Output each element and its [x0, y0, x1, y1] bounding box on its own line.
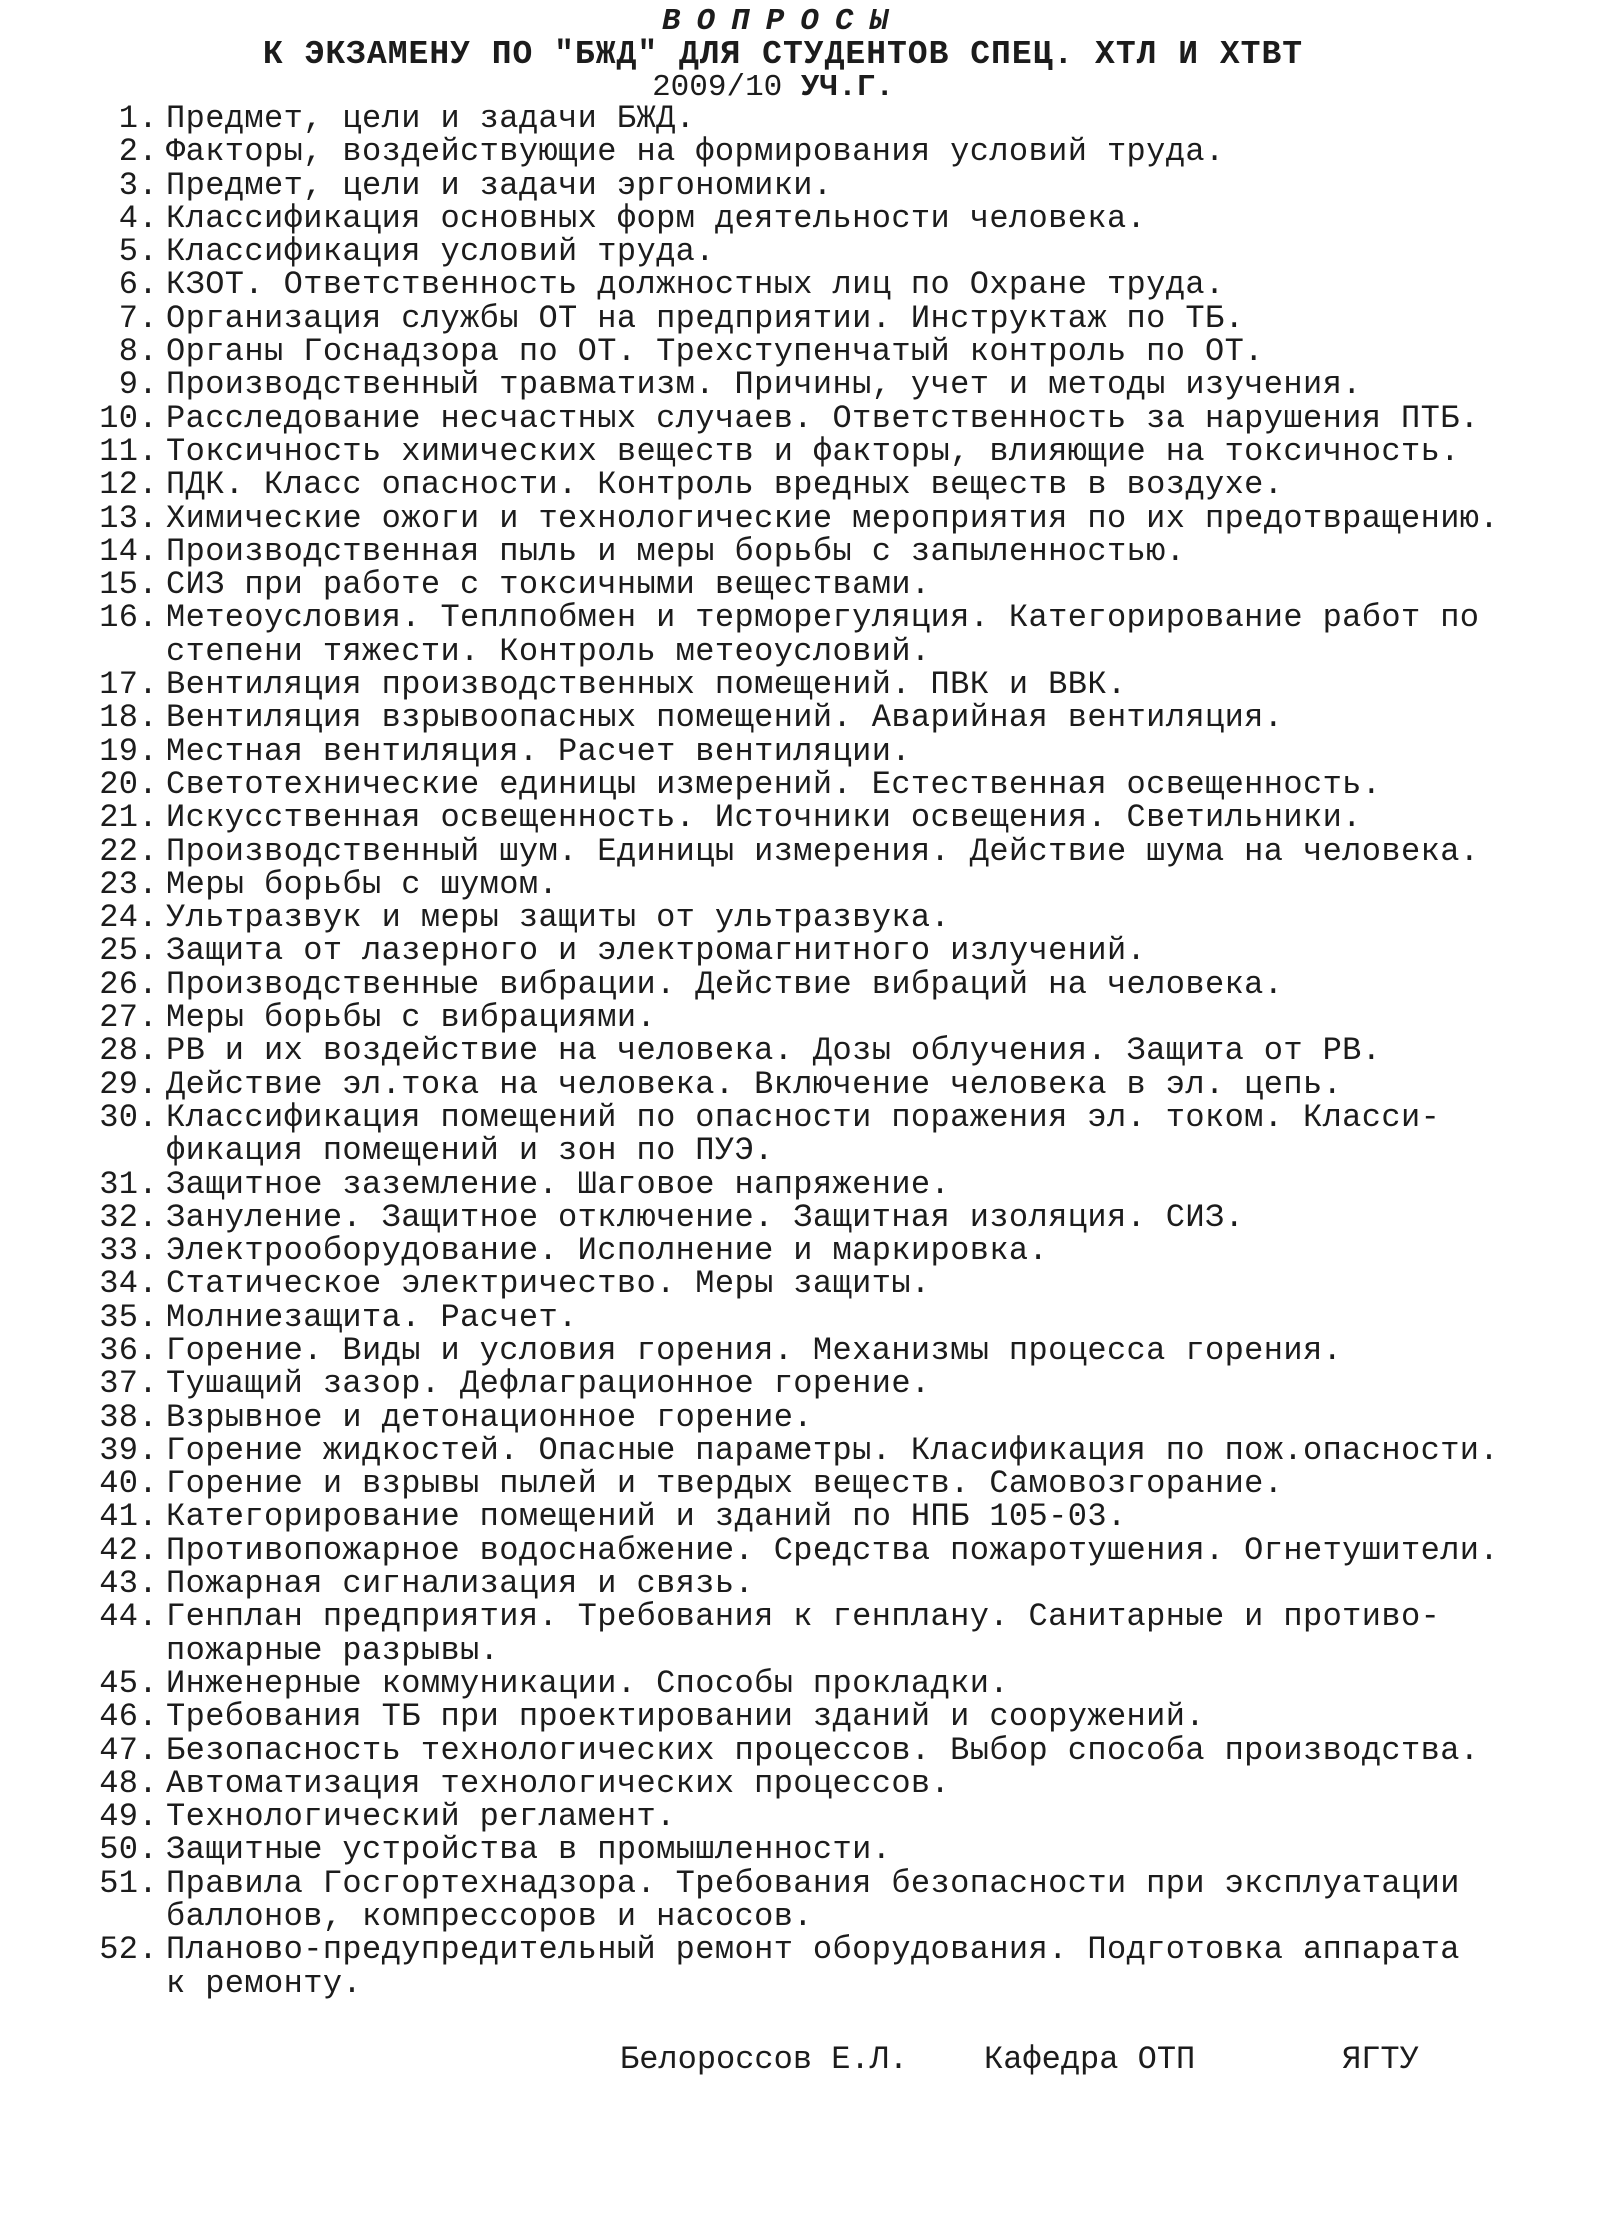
question-item: [0, 399, 1560, 437]
question-number: 14.: [99, 532, 158, 570]
question-number: 26.: [99, 965, 158, 1003]
question-text: Вентиляция взрывоопасных помещений. Аварийная вентиляция.: [166, 699, 1284, 737]
question-number: 47.: [99, 1731, 158, 1769]
question-text: Классификация условий труда.: [166, 233, 715, 271]
document-title: ВОПРОСЫ: [661, 4, 905, 39]
question-text: Противопожарное водоснабжение. Средства пожаротушения. Огнетушители.: [166, 1531, 1500, 1569]
question-number: 3.: [118, 166, 158, 204]
question-text: Безопасность технологических процессов. Выбор способа производства.: [166, 1731, 1480, 1769]
question-number: 11.: [99, 432, 158, 470]
document-footer: [620, 2042, 1560, 2222]
question-item: [0, 832, 1560, 870]
question-number: 36.: [99, 1331, 158, 1369]
question-number: 5.: [118, 233, 158, 271]
question-number: 18.: [99, 699, 158, 737]
question-text: Категорирование помещений и зданий по НПБ 105-03.: [166, 1498, 1127, 1536]
question-item: [0, 799, 1560, 837]
question-item: [0, 1764, 1560, 1802]
question-item: [0, 266, 1560, 304]
academic-year-value: 2009/10: [652, 70, 783, 105]
question-number: 52.: [99, 1931, 158, 1969]
question-number: 16.: [99, 599, 158, 637]
question-text: Горение. Виды и условия горения. Механизмы процесса горения.: [166, 1331, 1343, 1369]
question-number: 48.: [99, 1764, 158, 1802]
question-text: Светотехнические единицы измерений. Естественная освещенность.: [166, 765, 1382, 803]
question-number: 25.: [99, 932, 158, 970]
question-number: 33.: [99, 1232, 158, 1270]
question-item: [0, 566, 1560, 604]
question-text: КЗОТ. Ответственность должностных лиц по Охране труда.: [166, 266, 1225, 304]
question-item: [0, 102, 1560, 135]
question-text: Химические ожоги и технологические мероприятия по их предотвращению.: [166, 499, 1500, 537]
question-text: Местная вентиляция. Расчет вентиляции.: [166, 732, 911, 770]
question-number: 38.: [99, 1398, 158, 1436]
question-item: [0, 899, 1560, 937]
question-item: [0, 333, 1560, 371]
question-item: [0, 1398, 1560, 1436]
question-number: 43.: [99, 1565, 158, 1603]
question-text: Молниезащита. Расчет.: [166, 1298, 578, 1336]
question-item: [0, 233, 1560, 271]
question-number: 2.: [118, 133, 158, 171]
question-number: 23.: [99, 865, 158, 903]
university-name: ЯГТУ: [1342, 2041, 1419, 2078]
question-number: 4.: [118, 199, 158, 237]
question-item: [0, 1600, 1560, 1667]
question-number: 32.: [99, 1198, 158, 1236]
question-text: Ультразвук и меры защиты от ультразвука.: [166, 899, 951, 937]
author-name: Белороссов Е.Л.: [620, 2041, 909, 2078]
question-text: Предмет, цели и задачи эргономики.: [166, 166, 833, 204]
question-item: [0, 1265, 1560, 1303]
question-text: Защитное заземление. Шаговое напряжение.: [166, 1165, 951, 1203]
question-number: 35.: [99, 1298, 158, 1336]
question-number: 49.: [99, 1798, 158, 1836]
question-text: Меры борьбы с вибрациями.: [166, 999, 657, 1037]
question-item: [0, 999, 1560, 1037]
question-item: [0, 699, 1560, 737]
question-item: [0, 532, 1560, 570]
question-item: [0, 1298, 1560, 1336]
question-number: 37.: [99, 1365, 158, 1403]
question-item: [0, 1565, 1560, 1603]
question-number: 21.: [99, 799, 158, 837]
question-item: [0, 432, 1560, 470]
question-text: РВ и их воздействие на человека. Дозы облучения. Защита от РВ.: [166, 1032, 1382, 1070]
question-text: Токсичность химических веществ и факторы, влияющие на токсичность.: [166, 432, 1460, 470]
question-text: Органы Госнадзора по ОТ. Трехступенчатый контроль по ОТ.: [166, 333, 1264, 371]
document-subtitle: К ЭКЗАМЕНУ ПО "БЖД" ДЛЯ СТУДЕНТОВ СПЕЦ. ХТЛ И ХТВТ: [262, 36, 1304, 73]
question-text: Метеоусловия. Теплпобмен и терморегуляция. Категорирование работ по степени тяжести. Контроль метеоусловий.: [166, 599, 1480, 670]
question-number: 19.: [99, 732, 158, 770]
question-item: [0, 601, 1560, 668]
question-number: 6.: [118, 266, 158, 304]
question-item: [0, 299, 1560, 337]
question-text: Предмет, цели и задачи БЖД.: [166, 100, 696, 137]
academic-year-suffix: УЧ.Г.: [800, 70, 894, 105]
question-text: Требования ТБ при проектировании зданий и сооружений.: [166, 1698, 1205, 1736]
question-list: [0, 102, 1560, 2000]
question-text: Автоматизация технологических процессов.: [166, 1764, 951, 1802]
question-item: [0, 466, 1560, 504]
question-number: 46.: [99, 1698, 158, 1736]
question-text: Статическое электричество. Меры защиты.: [166, 1265, 931, 1303]
question-number: 7.: [118, 299, 158, 337]
question-item: [0, 1098, 1560, 1170]
question-item: [0, 765, 1560, 803]
question-number: 9.: [118, 366, 158, 404]
question-text: Производственные вибрации. Действие вибраций на человека.: [166, 965, 1284, 1003]
question-text: Взрывное и детонационное горение.: [166, 1398, 813, 1436]
question-text: Планово-предупредительный ремонт оборудования. Подготовка аппарата к ремонту.: [166, 1931, 1460, 2002]
question-text: Правила Госгортехнадзора. Требования безопасности при эксплуатации баллонов, компрессоров и насосов.: [166, 1864, 1460, 1936]
question-item: [0, 1331, 1560, 1369]
question-number: 30.: [99, 1098, 158, 1136]
question-number: 10.: [99, 399, 158, 437]
question-text: Электрооборудование. Исполнение и маркировка.: [166, 1232, 1049, 1270]
question-item: [0, 666, 1560, 704]
question-number: 50.: [99, 1831, 158, 1869]
question-item: [0, 732, 1560, 770]
question-item: [0, 366, 1560, 404]
question-item: [0, 166, 1560, 204]
question-text: ПДК. Класс опасности. Контроль вредных веществ в воздухе.: [166, 466, 1284, 504]
question-number: 31.: [99, 1165, 158, 1203]
question-number: 41.: [99, 1498, 158, 1536]
question-number: 34.: [99, 1265, 158, 1303]
question-number: 51.: [99, 1864, 158, 1902]
question-number: 20.: [99, 765, 158, 803]
question-number: 28.: [99, 1032, 158, 1070]
question-text: Производственная пыль и меры борьбы с запыленностью.: [166, 532, 1186, 570]
question-item: [0, 1864, 1560, 1936]
question-text: Горение и взрывы пылей и твердых веществ. Самовозгорание.: [166, 1465, 1284, 1503]
department-name: Кафедра ОТП: [984, 2041, 1196, 2078]
question-number: 24.: [99, 899, 158, 937]
question-item: [0, 932, 1560, 970]
question-text: Защита от лазерного и электромагнитного излучений.: [166, 932, 1147, 970]
question-item: [0, 1032, 1560, 1070]
question-number: 12.: [99, 466, 158, 504]
question-item: [0, 199, 1560, 237]
question-text: Факторы, воздействующие на формирования условий труда.: [166, 133, 1225, 171]
question-item: [0, 1698, 1560, 1736]
question-item: [0, 1431, 1560, 1469]
question-number: 29.: [99, 1065, 158, 1103]
question-text: Вентиляция производственных помещений. ПВК и ВВК.: [166, 666, 1127, 704]
question-text: Расследование несчастных случаев. Ответственность за нарушения ПТБ.: [166, 399, 1480, 437]
question-item: [0, 1933, 1560, 2000]
question-number: 27.: [99, 999, 158, 1037]
question-item: [0, 1065, 1560, 1103]
question-text: Инженерные коммуникации. Способы прокладки.: [166, 1664, 1009, 1702]
question-text: Классификация основных форм деятельности человека.: [166, 199, 1147, 237]
question-number: 40.: [99, 1465, 158, 1503]
question-number: 13.: [99, 499, 158, 537]
question-item: [0, 1465, 1560, 1503]
question-number: 15.: [99, 566, 158, 604]
question-item: [0, 499, 1560, 537]
question-text: Тушащий зазор. Дефлаграционное горение.: [166, 1365, 931, 1403]
question-item: [0, 1198, 1560, 1236]
question-text: Меры борьбы с шумом.: [166, 865, 559, 903]
question-text: Классификация помещений по опасности поражения эл. током. Класси- фикация помещений и зон по ПУЭ.: [166, 1098, 1441, 1170]
question-number: 1.: [118, 100, 158, 137]
question-text: Действие эл.тока на человека. Включение человека в эл. цепь.: [166, 1065, 1343, 1103]
question-number: 8.: [118, 333, 158, 371]
question-item: [0, 133, 1560, 171]
question-item: [0, 1165, 1560, 1203]
question-text: Генплан предприятия. Требования к генплану. Санитарные и противо- пожарные разрывы.: [166, 1598, 1441, 1669]
question-text: Технологический регламент.: [166, 1798, 676, 1836]
question-number: 44.: [99, 1598, 158, 1636]
question-text: Горение жидкостей. Опасные параметры. Класификация по пож.опасности.: [166, 1431, 1500, 1469]
question-text: Производственный травматизм. Причины, учет и методы изучения.: [166, 366, 1362, 404]
question-item: [0, 1731, 1560, 1769]
question-number: 42.: [99, 1531, 158, 1569]
question-item: [0, 1831, 1560, 1869]
question-item: [0, 1798, 1560, 1836]
question-item: [0, 1365, 1560, 1403]
question-item: [0, 1531, 1560, 1569]
question-text: Организация службы ОТ на предприятии. Инструктаж по ТБ.: [166, 299, 1245, 337]
question-item: [0, 965, 1560, 1003]
question-item: [0, 865, 1560, 903]
question-text: СИЗ при работе с токсичными веществами.: [166, 566, 931, 604]
question-item: [0, 1664, 1560, 1702]
question-number: 17.: [99, 666, 158, 704]
question-number: 39.: [99, 1431, 158, 1469]
question-text: Искусственная освещенность. Источники освещения. Светильники.: [166, 799, 1362, 837]
question-number: 45.: [99, 1664, 158, 1702]
question-number: 22.: [99, 832, 158, 870]
question-text: Защитные устройства в промышленности.: [166, 1831, 892, 1869]
question-text: Зануление. Защитное отключение. Защитная изоляция. СИЗ.: [166, 1198, 1245, 1236]
question-text: Производственный шум. Единицы измерения. Действие шума на человека.: [166, 832, 1480, 870]
question-text: Пожарная сигнализация и связь.: [166, 1565, 755, 1603]
question-item: [0, 1498, 1560, 1536]
question-item: [0, 1232, 1560, 1270]
